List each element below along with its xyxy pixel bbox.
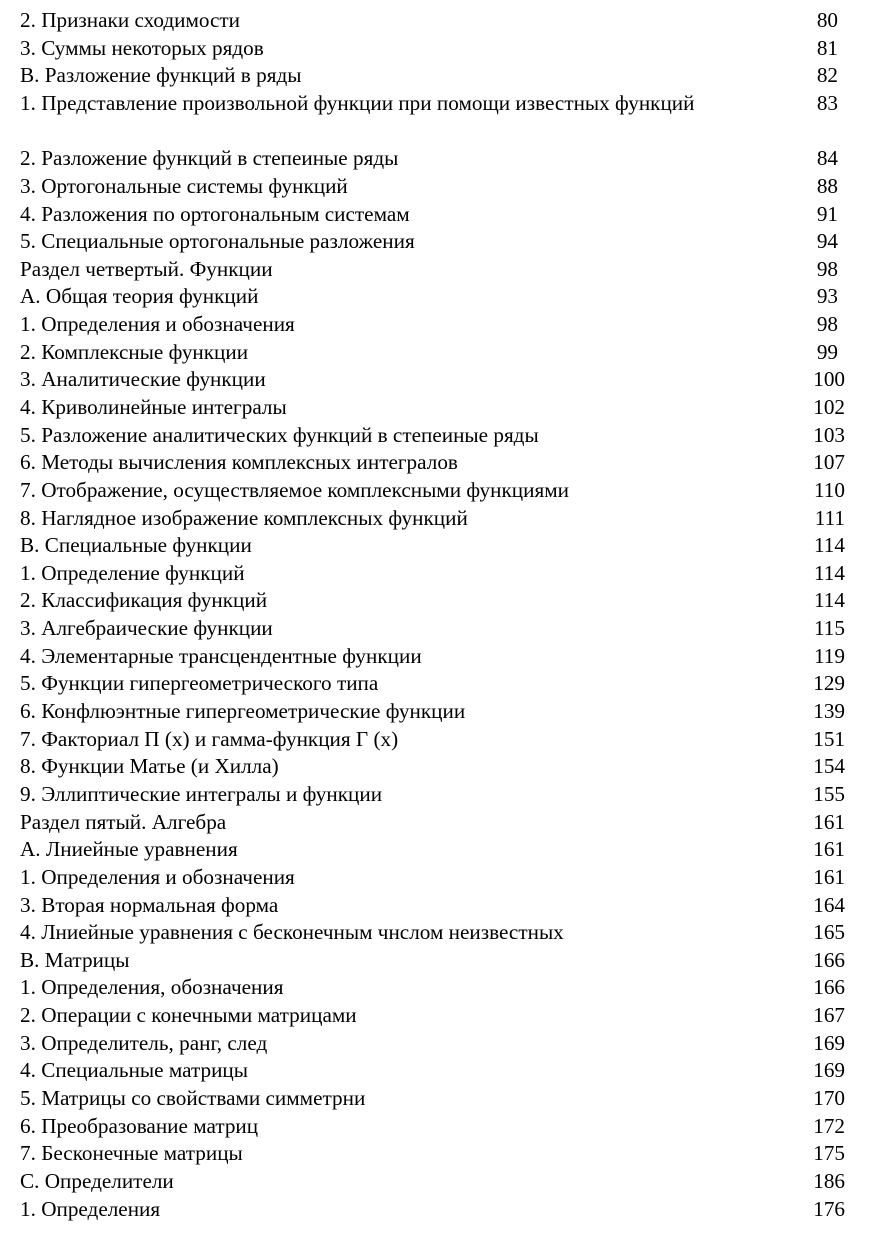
toc-entry-title: А. Общая теория функций <box>20 284 259 309</box>
toc-entry-page: 82 <box>816 63 838 88</box>
toc-entry <box>0 698 886 726</box>
toc-entry-title: 7. Бесконечные матрицы <box>20 1141 243 1166</box>
toc-entry <box>0 7 886 35</box>
toc-entry-title: 2. Классификация функций <box>20 588 268 613</box>
toc-entry <box>0 947 886 975</box>
toc-entry <box>0 35 886 63</box>
toc-entry-title: 5. Матрицы со свойствами симметрни <box>20 1086 366 1110</box>
toc-entry-title: 3. Определитель, ранг, след <box>20 1030 268 1055</box>
toc-entry-page: 80 <box>816 8 838 32</box>
toc-entry-title: 8. Функции Матье (и Хилла) <box>20 754 279 779</box>
toc-entry-page: 119 <box>814 643 845 668</box>
toc-entry-title: 8. Наглядное изображение комплексных функций <box>20 505 468 530</box>
toc-entry-page: 172 <box>813 1113 845 1138</box>
toc-entry <box>0 1168 886 1196</box>
toc-entry <box>0 311 886 339</box>
toc-entry <box>0 864 886 892</box>
toc-entry-page: 91 <box>816 201 838 226</box>
toc-entry-page: 114 <box>814 560 845 585</box>
toc-entry <box>0 366 886 394</box>
toc-entry <box>0 477 886 505</box>
toc-entry-title: 2. Признаки сходимости <box>20 8 241 32</box>
toc-entry-title: А. Лниейные уравнения <box>20 837 238 862</box>
toc-entry <box>0 615 886 643</box>
toc-entry <box>0 1113 886 1141</box>
toc-entry-page: 167 <box>813 1003 845 1028</box>
toc-entry-title: 1. Определения <box>20 1196 161 1221</box>
toc-entry-title: 4. Криволинейные интегралы <box>20 394 287 419</box>
toc-entry-title: 6. Методы вычисления комплексных интегралов <box>20 450 458 475</box>
toc-entry-title: 6. Преобразование матриц <box>20 1113 259 1138</box>
toc-entry-page: 111 <box>814 505 845 530</box>
toc-entry <box>0 1030 886 1058</box>
toc-entry <box>0 449 886 477</box>
toc-entry-page: 83 <box>816 90 838 115</box>
toc-entry-page: 170 <box>813 1086 845 1110</box>
toc-entry-title: 1. Определения и обозначения <box>20 864 295 889</box>
toc-entry <box>0 339 886 367</box>
toc-entry <box>0 587 886 615</box>
toc-entry <box>0 532 886 560</box>
toc-entry-title: 9. Эллиптические интегралы и функции <box>20 781 383 806</box>
toc-entry-title: 7. Отображение, осуществляемое комплексными функциями <box>20 477 569 502</box>
toc-entry <box>0 726 886 754</box>
toc-entry-page: 88 <box>816 173 838 198</box>
toc-entry <box>0 1140 886 1168</box>
toc-entry <box>0 1002 886 1030</box>
toc-entry-title: 2. Комплексные функции <box>20 339 249 364</box>
toc-entry <box>0 422 886 450</box>
toc-entry-title: В. Специальные функции <box>20 533 252 558</box>
toc-entry-page: 161 <box>813 837 845 862</box>
toc-entry <box>0 560 886 588</box>
toc-entry <box>0 394 886 422</box>
toc-entry <box>0 1085 886 1113</box>
toc-entry <box>0 892 886 920</box>
toc-entry-title: 3. Ортогональные системы функций <box>20 173 348 198</box>
toc-entry-title: 3. Алгебраические функции <box>20 616 273 641</box>
toc-entry-title: 7. Факториал П (х) и гамма-функция Г (х) <box>20 726 399 751</box>
toc-entry <box>0 173 886 201</box>
toc-entry-title: 2. Операции с конечными матрицами <box>20 1003 357 1028</box>
toc-entry <box>0 228 886 256</box>
toc-entry-page: 114 <box>814 533 845 558</box>
toc-entry <box>0 62 886 90</box>
toc-entry <box>0 1196 886 1224</box>
toc-entry <box>0 643 886 671</box>
toc-entry-page: 114 <box>814 588 845 613</box>
toc-entry <box>0 505 886 533</box>
toc-entry-title: 4. Специальные матрицы <box>20 1058 248 1083</box>
toc-entry <box>0 836 886 864</box>
toc-entry <box>0 974 886 1002</box>
toc-entry-title: 5. Специальные ортогональные разложения <box>20 229 415 254</box>
toc-entry-page: 110 <box>814 477 845 502</box>
toc-entry-title: Раздел пятый. Алгебра <box>20 809 227 834</box>
toc-entry-title: 3. Аналитические функции <box>20 367 266 392</box>
toc-entry-title: Раздел четвертый. Функции <box>20 256 273 281</box>
toc-entry-title: 2. Разложение функций в степеиные ряды <box>20 146 399 171</box>
toc-entry <box>0 781 886 809</box>
toc-entry-page: 100 <box>813 367 845 392</box>
toc-entry-page: 103 <box>813 422 845 447</box>
toc-entry-page: 169 <box>813 1058 845 1083</box>
toc-entry-page: 166 <box>813 975 845 1000</box>
toc-entry-title: 1. Определения, обозначения <box>20 975 284 1000</box>
toc-entry <box>0 90 886 145</box>
toc-entry-page: 107 <box>813 450 845 475</box>
toc-entry <box>0 809 886 837</box>
toc-entry-title: 4. Лниейные уравнения с бесконечным чнслом неизвестных <box>20 920 564 945</box>
toc-entry-title: 1. Представление произвольной функции при помощи известных функций <box>20 90 695 115</box>
table-of-contents <box>0 7 886 1223</box>
toc-entry-page: 81 <box>816 35 838 60</box>
toc-entry-title: С. Определители <box>20 1168 174 1193</box>
toc-entry-title: 4. Разложения по ортогональным системам <box>20 201 410 226</box>
toc-entry <box>0 670 886 698</box>
toc-entry-page: 98 <box>816 312 838 337</box>
toc-entry <box>0 145 886 173</box>
toc-entry-page: 186 <box>813 1168 845 1193</box>
toc-entry-title: 4. Элементарные трансцендентные функции <box>20 643 422 668</box>
toc-entry-page: 161 <box>813 864 845 889</box>
toc-entry-title: 1. Определение функций <box>20 560 245 585</box>
toc-entry <box>0 283 886 311</box>
toc-entry-title: 3. Суммы некоторых рядов <box>20 35 264 60</box>
toc-entry <box>0 753 886 781</box>
toc-entry-page: 139 <box>813 699 845 724</box>
toc-entry <box>0 201 886 229</box>
toc-entry-title: 5. Разложение аналитических функций в степеиные ряды <box>20 422 539 447</box>
toc-entry-page: 93 <box>816 284 838 309</box>
toc-entry-title: 3. Вторая нормальная форма <box>20 892 279 917</box>
toc-entry-page: 115 <box>814 616 845 641</box>
toc-entry-page: 151 <box>813 726 845 751</box>
toc-entry-page: 176 <box>813 1196 845 1221</box>
toc-entry-page: 99 <box>816 339 838 364</box>
toc-entry-page: 94 <box>816 229 838 254</box>
toc-entry-page: 102 <box>813 394 845 419</box>
toc-entry-title: В. Матрицы <box>20 947 130 972</box>
toc-entry <box>0 919 886 947</box>
toc-entry <box>0 1057 886 1085</box>
toc-entry-page: 129 <box>813 671 845 696</box>
toc-entry-page: 161 <box>813 809 845 834</box>
toc-entry-page: 154 <box>813 754 845 779</box>
toc-entry-title: 5. Функции гипергеометрического типа <box>20 671 379 696</box>
toc-entry-title: В. Разложение функций в ряды <box>20 63 302 88</box>
toc-entry-page: 165 <box>813 920 845 945</box>
toc-entry-page: 175 <box>813 1141 845 1166</box>
toc-entry <box>0 256 886 284</box>
toc-entry-page: 98 <box>816 256 838 281</box>
toc-entry-page: 164 <box>813 892 845 917</box>
toc-entry-title: 6. Конфлюэнтные гипергеометрические функции <box>20 699 466 724</box>
toc-entry-page: 166 <box>813 947 845 972</box>
toc-entry-page: 84 <box>816 146 838 171</box>
toc-entry-title: 1. Определения и обозначения <box>20 312 295 337</box>
toc-entry-page: 169 <box>813 1030 845 1055</box>
toc-entry-page: 155 <box>813 781 845 806</box>
